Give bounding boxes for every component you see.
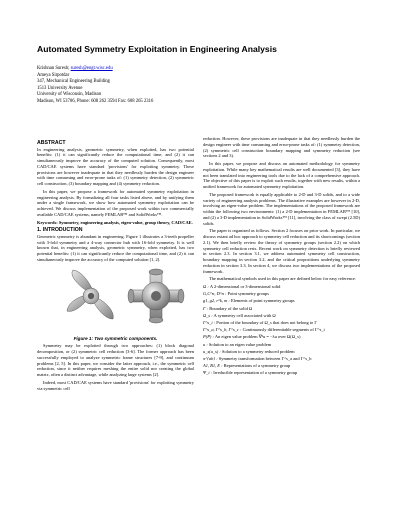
author-line: 1513 University Avenue <box>37 85 83 91</box>
abstract-paragraph: In this paper, we propose a framework for automated symmetry exploitation in engineering analysis. By formalizing all four tasks listed above, and by unifying them under a single framework, we show how automated symmetry exploitation can be achieved. We discuss implementation of the proposed work within two commercially available CAD/CAE systems, namely FEMLAB™ and SolidWorks™. <box>37 188 194 217</box>
symbol-definition: π^{ab} : Symmetry transformation between Γ^s_a and Γ^s_b <box>203 356 312 362</box>
symbol-list <box>203 284 360 376</box>
left-column <box>37 140 194 393</box>
symbol-definition: Ω : A 2-dimensional or 3-dimensional solid <box>203 284 281 289</box>
author-line: Madison, WI 53706, Phone: 608 262 3594 Fax: 608 265 2316 <box>37 98 154 104</box>
body-paragraph: The paper is organized as follows. Section 2 focuses on prior work. In particular, we discuss extant ad hoc approach to symmetry cell reduction and its shortcomings (section 2.1). We then briefly review the theory of symmetry groups (section 2.2) on which symmetry cell reduction rests. Recent work on symmetry detection is briefly reviewed in section 2.3. In section 3.1, we address automated symmetry cell construction, boundary mapping in section 3.2, and the critical propositions underlying symmetry reduction in section 3.3. In section 4, we discuss two implementations of the proposed framework. <box>203 228 360 274</box>
introduction-paragraph: Symmetry may be exploited through two approaches: (1) block diagonal decomposition, or (2) symmetric cell reduction [3-6]. The former approach has been successfully employed to analyze symmetric frame structures [7-9], and continuum problems [2, 5]. In this paper, we consider the latter approach, i.e., the symmetric cell reduction, since it neither requires meshing the entire solid nor creating the global matrix, often a distinct advantage, while analyzing large systems [2]. <box>37 343 194 378</box>
keywords <box>37 220 194 226</box>
symbol-definition: Ω_s : A symmetry cell associated with Ω <box>203 312 276 318</box>
propeller-image <box>63 267 119 325</box>
symbol-definition: u_s(u_s) : Solution to a symmetry reduced problem <box>203 348 295 354</box>
author-line: 347, Mechanical Engineering Building <box>37 79 110 85</box>
keywords-label: Keywords: <box>37 219 58 225</box>
symbol-definition: u : Solution to an eigen value problem <box>203 341 272 347</box>
figure-1 <box>37 265 194 335</box>
introduction-paragraph: Indeed, most CAD/CAE systems have standard 'provisions' for exploiting symmetry via symmetric cell <box>37 379 194 391</box>
body-paragraph: In this paper, we propose and discuss an automated methodology for symmetry exploitation. While many key mathematical results are well documented [3], they have not been translated into engineering tools due to the lack of a comprehensive approach. The objective of this paper is to exploit such results, together with new results, within a unified framework for automated symmetry exploitation. <box>203 161 360 189</box>
body-paragraph: The mathematical symbols used in this paper are defined below for easy reference. <box>209 276 356 282</box>
author-line: University of Wisconsin, Madison <box>37 92 102 98</box>
abstract-heading: ABSTRACT <box>37 140 66 146</box>
symbol-definition: Ψ_i : Irreducible representation of a symmetry group <box>203 370 298 376</box>
symbol-definition: P(P) : An eigen value problem ∇²u = −λu over Ω(Ω_s) <box>203 334 301 340</box>
right-column <box>203 136 360 378</box>
author-block <box>37 66 367 106</box>
abstract-paragraph: In engineering analysis, geometric symmetry, when exploited, has two potential benefits: (1) it can significantly reduce the computational time, and (2) it can simultaneously improve the accuracy of the computed solution. Consequently, most CAD/CAE systems have standard 'provisions' for exploiting symmetry. These provisions are however inadequate in that they needlessly burden the design engineer with time consuming and error-prone tasks of: (1) symmetry detection, (2) symmetric cell construction, (3) boundary mapping and (4) symmetry reduction. <box>37 146 194 187</box>
paper-title: Automated Symmetry Exploitation in Engineering Analysis <box>37 44 277 54</box>
symbol-definition: g1, g2, r^k, m : Elements of point symmetry groups <box>203 298 295 304</box>
introduction-paragraph: Geometric symmetry is abundant in engineering. Figure 1 illustrates a 3-teeth propeller with 3-fold symmetry and a 4-way connector hub with 16-fold symmetry. It is well known that, in engineering analysis, geometric symmetry, when exploited, has two potential benefits: (1) it can significantly reduce the computational time, and (2) it can simultaneously improve the accuracy of the computed solution [1, 2]. <box>37 233 194 262</box>
connector-hub-image <box>127 268 185 324</box>
figure-caption: Figure 1: Two symmetric components. <box>73 335 158 341</box>
body-paragraph: reduction. However, these provisions are inadequate in that they needlessly burden the design engineer with time consuming and error-prone tasks of: (1) symmetry detection, (2) symmetric cell construction boundary mapping and symmetry reduction (see sections 2 and 3). <box>203 136 360 159</box>
author-email-link[interactable]: suresh@engr.wisc.edu <box>70 66 113 71</box>
symbol-definition: G,C^n, D^n : Point symmetry groups <box>203 291 269 297</box>
author-line: Ameya Sirpotdar <box>37 72 70 78</box>
author-name: Krishnan Suresh; <box>37 66 71 71</box>
symbol-definition: A1, B1, E : Representations of a symmetry group <box>203 363 291 369</box>
symbol-definition: Γ^s_a, Γ^s_b, Γ^s_c : Continuously differentiable segments of Γ^s_i <box>203 327 325 333</box>
symbol-definition: Γ^s_i : Portion of the boundary of Ω_s that does not belong to Γ <box>203 320 317 326</box>
keywords-text: Symmetry, engineering analysis, eigen-value, group theory, CAD/CAE. <box>58 219 193 225</box>
introduction-heading: 1. INTRODUCTION <box>37 227 83 234</box>
body-paragraph: The proposed framework is equally applicable to 2-D and 3-D solids, and to a wide variety of engineering analysis problems. The illustrative examples are however in 2-D, involving an eigen-value problem. The implementations of the proposed framework are within the following two environments: (1) a 2-D implementation in FEMLAB™ [10], and (2) a 3-D implementation in SolidWorks™ [11], involving the class of swept (2.5D) solids. <box>203 191 360 226</box>
symbol-definition: Γ : Boundary of the solid Ω <box>203 305 253 311</box>
author-line <box>37 66 367 73</box>
